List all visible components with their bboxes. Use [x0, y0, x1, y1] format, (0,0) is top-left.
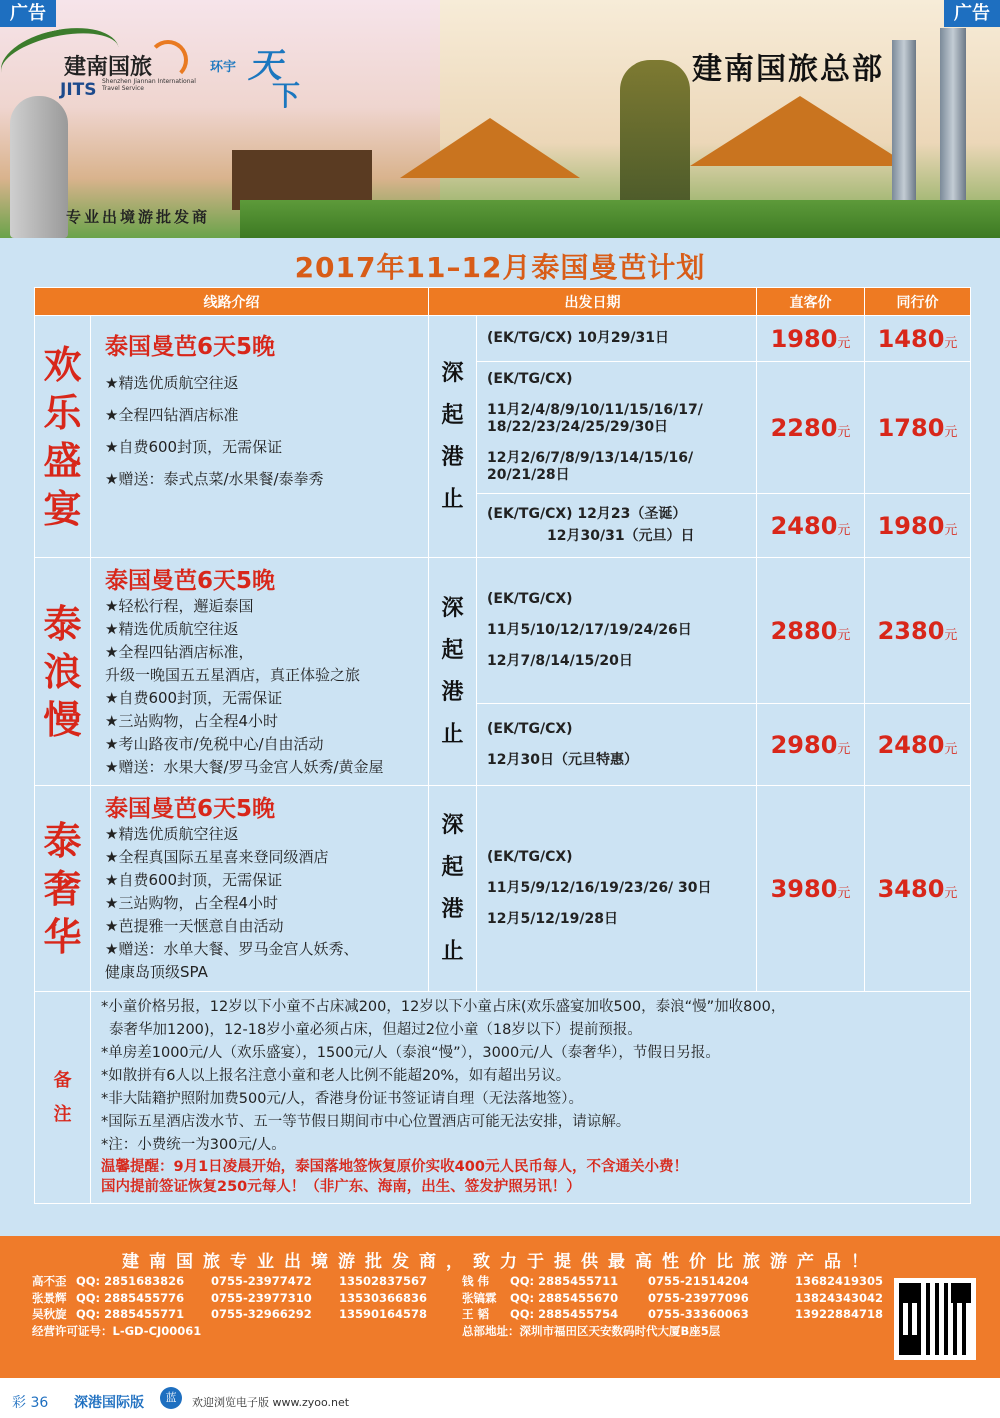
table-row	[35, 786, 971, 992]
departure-city	[429, 558, 477, 786]
contact-list-right	[462, 1273, 911, 1339]
feature-item: ★自费600封顶，无需保证	[105, 689, 283, 707]
table-row	[35, 316, 971, 362]
footer-contacts	[0, 1236, 1000, 1378]
depart-char: 港	[441, 444, 464, 470]
contact-tel: 0755-33360063	[648, 1307, 749, 1321]
route-description	[91, 316, 429, 558]
price-value: 1980	[770, 324, 838, 353]
contact-row	[32, 1306, 455, 1323]
category-char: 乐	[43, 390, 82, 435]
contact-qq: QQ: 2885455711	[510, 1274, 619, 1288]
remark-line: *国际五星酒店泼水节、五一等节假日期间市中心位置酒店可能无法安排，请谅解。	[101, 1114, 631, 1130]
category-char: 欢	[43, 342, 82, 387]
feature-item: ★自费600封顶，无需保证	[105, 438, 283, 456]
remark-line: *如散拼有6人以上报名注意小童和老人比例不能超20%，如有超出另议。	[101, 1068, 571, 1084]
page-footer	[0, 1378, 1000, 1418]
price-unit: 元	[837, 522, 851, 538]
depart-char: 起	[441, 402, 464, 428]
remark-line: 泰奢华加1200)，12-18岁小童必须占床，但超过2位小童（18岁以下）提前预报。	[109, 1022, 642, 1038]
header-departure: 出发日期	[429, 288, 757, 316]
price-unit: 元	[944, 522, 958, 538]
product-name: 泰国曼芭6天5晚	[105, 334, 276, 360]
ad-tag-right: 广告	[944, 0, 1000, 27]
grass-image	[240, 200, 1000, 238]
header-route: 线路介绍	[35, 288, 429, 316]
direct-price	[757, 316, 865, 362]
itinerary-table	[34, 287, 971, 1204]
price-unit: 元	[944, 741, 958, 757]
depart-char: 止	[441, 938, 464, 964]
contact-mobile: 13682419305	[795, 1274, 884, 1288]
contact-name: 钱 伟	[462, 1274, 490, 1288]
feature-item: 升级一晚国五五星酒店，真正体验之旅	[105, 666, 361, 684]
peer-price	[865, 494, 971, 558]
date-line: 11月5/10/12/17/19/24/26日	[487, 622, 692, 638]
edition-name: 深港国际版	[74, 1395, 144, 1411]
feature-item: 健康岛顶级SPA	[105, 963, 208, 981]
price-unit: 元	[944, 335, 958, 351]
price-unit: 元	[837, 885, 851, 901]
page-title: 2017年11–12月泰国曼芭计划	[294, 251, 706, 284]
route-category	[35, 786, 91, 992]
price-value: 2480	[877, 730, 945, 759]
depart-char: 止	[441, 486, 464, 512]
header-peer-price: 同行价	[865, 288, 971, 316]
feature-item: ★考山路夜市/免税中心/自由活动	[105, 735, 324, 753]
table-header-row	[35, 288, 971, 316]
date-line: 12月30/31（元旦）日	[547, 528, 695, 544]
price-value: 1980	[877, 511, 945, 540]
temple-roof-image	[690, 96, 910, 166]
route-category	[35, 558, 91, 786]
date-line: 11月2/4/8/9/10/11/15/16/17/ 18/22/23/24/25/29/30日	[487, 402, 703, 435]
price-value: 2380	[877, 616, 945, 645]
price-value: 2880	[770, 616, 838, 645]
direct-price	[757, 704, 865, 786]
depart-char: 港	[441, 896, 464, 922]
feature-item: ★赠送：水果大餐/罗马金宫人妖秀/黄金屋	[105, 758, 384, 776]
category-char: 浪	[43, 649, 82, 694]
feature-item: ★全程真国际五星喜来登同级酒店	[105, 848, 329, 866]
remark-label-char: 备	[53, 1069, 72, 1091]
contact-qq: QQ: 2885455754	[510, 1307, 619, 1321]
logo-jits: JITS	[60, 80, 97, 100]
price-value: 2280	[770, 413, 838, 442]
category-char: 慢	[43, 697, 82, 742]
depart-char: 起	[441, 854, 464, 880]
price-unit: 元	[837, 335, 851, 351]
contact-mobile: 13502837567	[339, 1274, 428, 1288]
price-unit: 元	[944, 627, 958, 643]
temple-roof-image	[400, 118, 580, 178]
depart-char: 港	[441, 679, 464, 705]
date-line: (EK/TG/CX)	[487, 371, 573, 387]
header-banner	[0, 0, 1000, 238]
warm-tip: 温馨提醒：9月1日凌晨开始，泰国落地签恢复原价实收400元人民币每人，不含通关小费！	[101, 1159, 688, 1175]
route-category	[35, 316, 91, 558]
feature-item: ★全程四钻酒店标准	[105, 406, 239, 424]
contact-mobile: 13530366836	[339, 1290, 428, 1305]
contact-name: 吴秋旋	[32, 1307, 67, 1321]
contact-name: 王 韬	[462, 1307, 490, 1321]
contact-tel: 0755-32966292	[211, 1307, 312, 1321]
contact-name: 高不歪	[32, 1274, 67, 1288]
date-line: 12月2/6/7/8/9/13/14/15/16/ 20/21/28日	[487, 450, 694, 483]
contact-mobile: 13590164578	[339, 1307, 428, 1321]
remark-line: *单房差1000元/人（欢乐盛宴），1500元/人（泰浪“慢”），3000元/人（泰奢华），节假日另报。	[101, 1045, 720, 1061]
merlion-statue-image	[10, 96, 68, 238]
category-char: 盛	[43, 438, 82, 483]
contact-name: 张景辉	[32, 1290, 67, 1305]
category-char: 宴	[43, 486, 82, 531]
direct-price	[757, 786, 865, 992]
feature-item: ★三站购物，占全程4小时	[105, 712, 278, 730]
date-line: 11月5/9/12/16/19/23/26/ 30日	[487, 880, 712, 896]
contact-qq: QQ: 2851683826	[76, 1274, 185, 1288]
banner-slogan	[196, 38, 326, 118]
wholesale-tagline: 专业出境游批发商	[66, 208, 211, 226]
edition-badge-icon: 蓝	[160, 1387, 182, 1409]
depart-char: 深	[441, 812, 464, 838]
depart-char: 深	[441, 360, 464, 386]
category-char: 奢	[43, 866, 82, 911]
contact-tel: 0755-23977310	[211, 1290, 312, 1305]
date-line: (EK/TG/CX) 12月23（圣诞）	[487, 506, 687, 522]
direct-price	[757, 494, 865, 558]
feature-item: ★精选优质航空往返	[105, 620, 239, 638]
departure-dates	[477, 704, 757, 786]
remark-label-char: 注	[53, 1103, 72, 1125]
peer-price	[865, 316, 971, 362]
date-line: 12月30日（元旦特惠）	[487, 751, 638, 768]
contact-tel: 0755-23977472	[211, 1274, 312, 1288]
slogan-char-2: 下	[272, 79, 301, 112]
price-value: 2980	[770, 730, 838, 759]
price-unit: 元	[944, 885, 958, 901]
page-number: 彩 36	[12, 1395, 49, 1411]
warm-tip: 国内提前签证恢复250元每人！（非广东、海南，出生、签发护照另讯！）	[101, 1179, 581, 1195]
remark-line: *小童价格另报，12岁以下小童不占床减200，12岁以下小童占床(欢乐盛宴加收500，泰浪“慢”加收800，	[101, 999, 786, 1015]
price-value: 3480	[877, 874, 945, 903]
feature-item: ★芭提雅一天惬意自由活动	[105, 917, 284, 935]
contact-qq: QQ: 2885455776	[76, 1290, 185, 1305]
peer-price	[865, 558, 971, 704]
departure-city	[429, 786, 477, 992]
category-char: 华	[43, 914, 82, 959]
route-description	[91, 558, 429, 786]
category-char: 泰	[43, 601, 82, 646]
ad-tag-left: 广告	[0, 0, 56, 27]
price-value: 2480	[770, 511, 838, 540]
departure-dates	[477, 316, 757, 362]
contact-qq: QQ: 2885455771	[76, 1307, 185, 1321]
feature-item: ★自费600封顶，无需保证	[105, 871, 283, 889]
contact-row	[32, 1273, 455, 1290]
contact-mobile: 13824343042	[795, 1290, 884, 1305]
slogan-small: 环宇	[210, 60, 237, 75]
departure-dates	[477, 558, 757, 704]
price-value: 1480	[877, 324, 945, 353]
route-description	[91, 786, 429, 992]
remarks-row	[35, 992, 971, 1204]
depart-char: 深	[441, 595, 464, 621]
logo-english-name: Shenzhen Jiannan International Travel Service	[102, 78, 196, 92]
contact-tel: 0755-21514204	[648, 1274, 749, 1288]
departure-dates	[477, 786, 757, 992]
product-name: 泰国曼芭6天5晚	[105, 568, 276, 594]
feature-item: ★精选优质航空往返	[105, 374, 239, 392]
header-direct-price: 直客价	[757, 288, 865, 316]
feature-item: ★赠送：泰式点菜/水果餐/泰拳秀	[105, 470, 324, 488]
category-char: 泰	[43, 818, 82, 863]
departure-city	[429, 316, 477, 558]
price-unit: 元	[837, 424, 851, 440]
contact-tel: 0755-23977096	[648, 1290, 749, 1305]
price-unit: 元	[837, 741, 851, 757]
remark-line: *非大陆籍护照附加费500元/人，香港身份证书签证请自理（无法落地签）。	[101, 1091, 584, 1107]
qr-code-pattern	[899, 1283, 971, 1355]
remarks-content	[91, 992, 971, 1204]
table-row	[35, 558, 971, 704]
remark-line: *注：小费统一为300元/人。	[101, 1137, 286, 1153]
contact-name: 张镐霖	[462, 1290, 497, 1305]
contact-row	[462, 1306, 911, 1323]
peer-price	[865, 786, 971, 992]
feature-item: ★全程四钻酒店标准，	[105, 643, 254, 661]
temple-guardian-statue-image	[620, 60, 690, 210]
date-line: (EK/TG/CX)	[487, 591, 573, 607]
price-value: 3980	[770, 874, 838, 903]
logo-arc-icon	[148, 40, 188, 80]
address-row	[462, 1323, 911, 1340]
date-line: (EK/TG/CX)	[487, 849, 573, 865]
feature-item: ★轻松行程，邂逅泰国	[105, 597, 254, 615]
price-unit: 元	[837, 627, 851, 643]
departure-dates	[477, 362, 757, 494]
license-number: 经营许可证号：L-GD-CJ00061	[32, 1323, 202, 1338]
peer-price	[865, 362, 971, 494]
date-line: (EK/TG/CX)	[487, 720, 573, 737]
remarks-label	[35, 992, 91, 1204]
headquarters-title: 建南国旅总部	[692, 52, 884, 87]
price-value: 1780	[877, 413, 945, 442]
qr-code-image	[894, 1278, 976, 1360]
date-line: 12月5/12/19/28日	[487, 911, 619, 927]
website-link[interactable]: 欢迎浏览电子版 www.zyoo.net	[192, 1396, 350, 1409]
depart-char: 止	[441, 721, 464, 747]
contact-mobile: 13922884718	[795, 1307, 884, 1321]
date-line: 12月7/8/14/15/20日	[487, 653, 633, 669]
feature-item: ★赠送：水单大餐、罗马金宫人妖秀、	[105, 940, 359, 958]
feature-item: ★三站购物，占全程4小时	[105, 894, 278, 912]
footer-slogan: 建南国旅专业出境游批发商，致力于提供最高性价比旅游产品！	[122, 1252, 878, 1272]
direct-price	[757, 558, 865, 704]
direct-price	[757, 362, 865, 494]
contact-row	[462, 1290, 911, 1307]
feature-item: ★精选优质航空往返	[105, 825, 239, 843]
license-row	[32, 1323, 455, 1340]
price-unit: 元	[944, 424, 958, 440]
contact-qq: QQ: 2885455670	[510, 1290, 619, 1305]
contact-row	[462, 1273, 911, 1290]
peer-price	[865, 704, 971, 786]
contact-row	[32, 1290, 455, 1307]
contact-list	[32, 1273, 884, 1339]
depart-char: 起	[441, 637, 464, 663]
hq-address: 总部地址：深圳市福田区天安数码时代大厦B座5层	[462, 1323, 721, 1338]
logo-name: 建南国旅	[64, 55, 153, 80]
product-name: 泰国曼芭6天5晚	[105, 796, 276, 822]
slogan-char-1: 天	[248, 46, 282, 86]
date-line: (EK/TG/CX) 10月29/31日	[487, 330, 669, 346]
departure-dates	[477, 494, 757, 558]
